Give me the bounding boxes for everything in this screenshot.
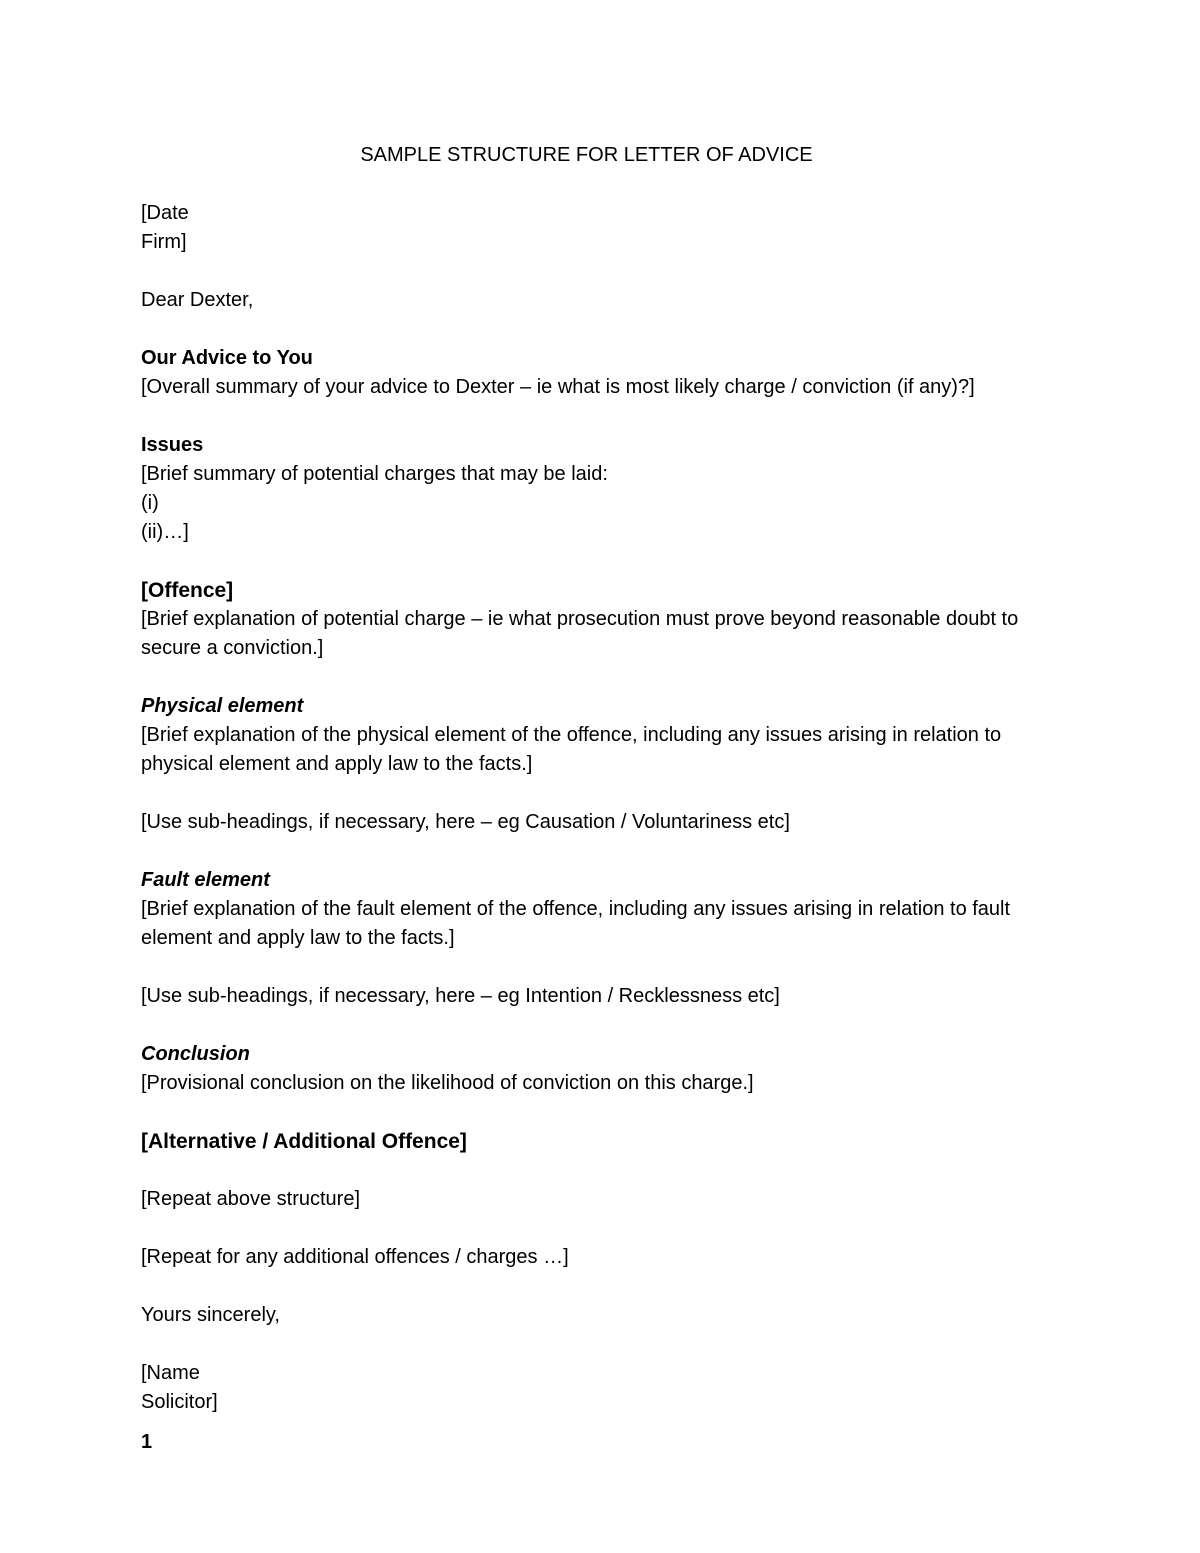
date-firm-block	[141, 199, 1056, 257]
fault-element-heading: Fault element	[141, 869, 270, 891]
offence-section	[141, 576, 1056, 663]
fault-element-note: [Use sub-headings, if necessary, here – eg Intention / Recklessness etc]	[141, 985, 780, 1007]
signature-block	[141, 1359, 1056, 1417]
advice-heading: Our Advice to You	[141, 347, 313, 369]
offence-heading: [Offence]	[141, 579, 234, 602]
conclusion-section	[141, 1040, 1056, 1098]
letter-body	[141, 141, 1056, 1417]
signature-name: [Name	[141, 1362, 200, 1384]
issues-intro: [Brief summary of potential charges that may be laid:	[141, 463, 608, 485]
physical-element-section	[141, 692, 1056, 779]
physical-element-body: [Brief explanation of the physical element of the offence, including any issues arising in relation to physical element and apply law to the facts.]	[141, 724, 1002, 775]
fault-element-section	[141, 866, 1056, 953]
issues-section	[141, 431, 1056, 547]
offence-body: [Brief explanation of potential charge – ie what prosecution must prove beyond reasonable doubt to secure a conviction.]	[141, 608, 1019, 659]
document-title: SAMPLE STRUCTURE FOR LETTER OF ADVICE	[360, 144, 813, 166]
issues-heading: Issues	[141, 434, 204, 456]
closing: Yours sincerely,	[141, 1304, 280, 1326]
conclusion-body: [Provisional conclusion on the likelihood of conviction on this charge.]	[141, 1072, 754, 1094]
repeat-structure-note: [Repeat above structure]	[141, 1188, 361, 1210]
physical-element-heading: Physical element	[141, 695, 304, 717]
fault-element-body: [Brief explanation of the fault element of the offence, including any issues arising in relation to fault element and apply law to the facts.]	[141, 898, 1011, 949]
advice-section	[141, 344, 1056, 402]
salutation: Dear Dexter,	[141, 289, 254, 311]
advice-body: [Overall summary of your advice to Dexter – ie what is most likely charge / conviction (if any)?]	[141, 376, 975, 398]
signature-role: Solicitor]	[141, 1391, 218, 1413]
alternative-offence-heading: [Alternative / Additional Offence]	[141, 1130, 467, 1153]
firm-placeholder: Firm]	[141, 231, 187, 253]
date-placeholder: [Date	[141, 202, 189, 224]
repeat-additional-note: [Repeat for any additional offences / charges …]	[141, 1246, 569, 1268]
conclusion-heading: Conclusion	[141, 1043, 250, 1065]
issues-item: (i)	[141, 492, 159, 514]
physical-element-note: [Use sub-headings, if necessary, here – eg Causation / Voluntariness etc]	[141, 811, 790, 833]
issues-item: (ii)…]	[141, 521, 189, 543]
page-number: 1	[141, 1431, 153, 1453]
